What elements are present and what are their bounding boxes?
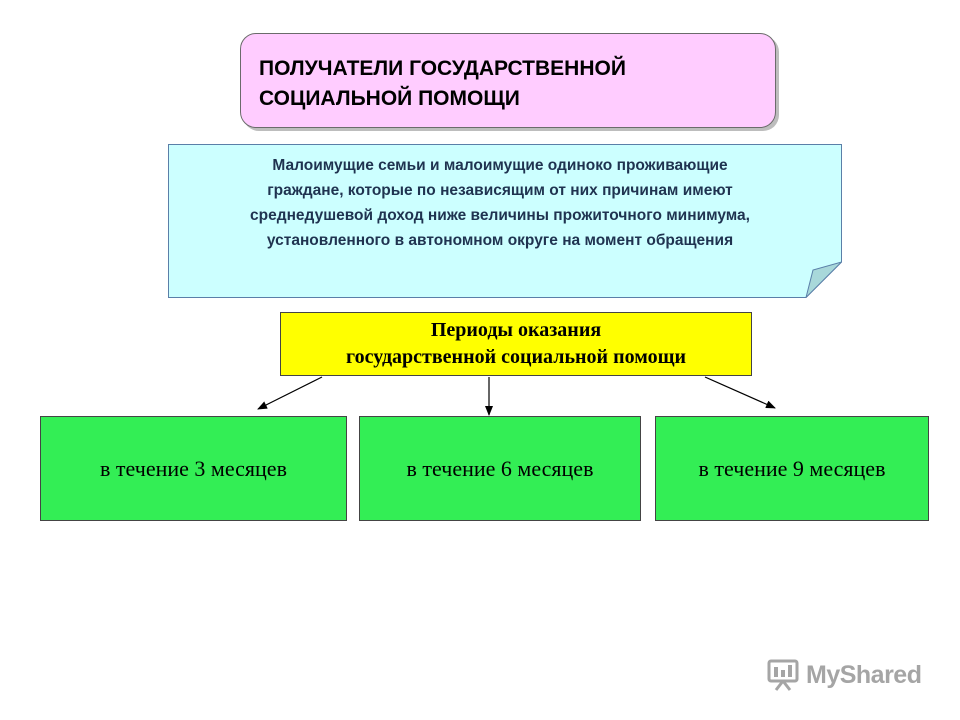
presentation-board-icon: [766, 658, 800, 692]
periods-line-1: Периоды оказания: [430, 319, 602, 341]
title-line-1: ПОЛУЧАТЕЛИ ГОСУДАРСТВЕННОЙ: [259, 57, 626, 80]
period-9-months: в течение 9 месяцев: [655, 416, 929, 521]
note-line-1: Малоимущие семьи и малоимущие одиноко проживающие: [272, 157, 728, 174]
watermark: [766, 655, 936, 695]
arrow-to-9-months: [705, 377, 775, 408]
period-3-months: в течение 3 месяцев: [40, 416, 347, 521]
arrow-to-3-months: [258, 377, 322, 409]
periods-line-2: государственной социальной помощи: [346, 346, 686, 368]
watermark-text: MyShared: [806, 660, 922, 689]
period-6-months: в течение 6 месяцев: [359, 416, 641, 521]
note-line-2: граждане, которые по независящим от них причинам имеют: [267, 182, 733, 199]
note-line-4: установленного в автономном округе на момент обращения: [266, 232, 734, 249]
title-line-2: СОЦИАЛЬНОЙ ПОМОЩИ: [259, 87, 520, 110]
note-line-3: среднедушевой доход ниже величины прожиточного минимума,: [250, 207, 750, 224]
